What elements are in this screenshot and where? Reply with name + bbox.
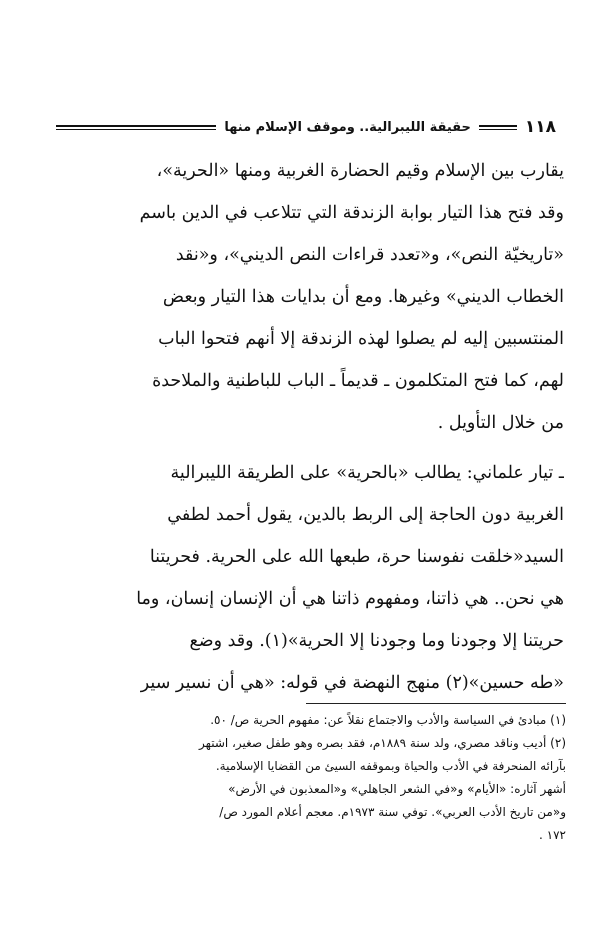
paragraph-gap (62, 444, 564, 452)
footnote-line: (٢) أديب وناقد مصري، ولد سنة ١٨٨٩م، فقد بصره وهو طفل صغير، اشتهر (199, 736, 566, 750)
text-line: هي نحن.. هي ذاتنا، ومفهوم ذاتنا هي أن الإنسان إنسان، وما (136, 589, 564, 609)
footnotes (62, 709, 566, 847)
page-header (56, 116, 556, 138)
text-line: يقارب بين الإسلام وقيم الحضارة الغربية ومنها «الحرية»، (156, 161, 564, 181)
text-line: وقد فتح هذا التيار بوابة الزندقة التي تتلاعب في الدين باسم (139, 203, 564, 223)
text-line: «تاريخيّة النص»، و«تعدد قراءات النص الديني»، و«نقد (175, 245, 564, 265)
footnote-line: بآرائه المنحرفة في الأدب والحياة وبموقفه السيئ من القضايا الإسلامية. (215, 759, 566, 773)
text-line: حريتنا إلا وجودنا وما وجودنا إلا الحرية»(١). وقد وضع (189, 631, 564, 651)
text-line: السيد«خلقت نفوسنا حرة، طبعها الله على الحرية. فحريتنا (149, 547, 564, 567)
text-line: المنتسبين إليه لم يصلوا لهذه الزندقة إلا أنهم فتحوا الباب (158, 329, 564, 349)
header-rule-long (56, 125, 216, 130)
header-rule-short (479, 125, 517, 130)
page-number: ١١٨ (524, 117, 556, 137)
text-line: من خلال التأويل . (437, 413, 564, 433)
footnote-separator (306, 703, 566, 704)
running-title: حقيقة الليبرالية.. وموقف الإسلام منها (224, 119, 471, 135)
footnote-line: أشهر آثاره: «الأيام» و«في الشعر الجاهلي» و«المعذبون في الأرض» (228, 782, 566, 796)
footnote-line: (١) مبادئ في السياسة والأدب والاجتماع نقلاً عن: مفهوم الحرية ص/ ٥٠. (210, 713, 566, 727)
main-text (62, 150, 564, 704)
footnote-line: ١٧٢ . (539, 828, 566, 842)
text-line: الغربية دون الحاجة إلى الربط بالدين، يقول أحمد لطفي (167, 505, 564, 525)
text-line: «طه حسين»(٢) منهج النهضة في قوله: «هي أن نسير سير (140, 673, 564, 693)
text-line: لهم، كما فتح المتكلمون ـ قديماً ـ الباب للباطنية والملاحدة (152, 371, 564, 391)
text-line: الخطاب الديني» وغيرها. ومع أن بدايات هذا التيار وبعض (162, 287, 564, 307)
footnote-line: و«من تاريخ الأدب العربي». توفي سنة ١٩٧٣م. معجم أعلام المورد ص/ (219, 805, 566, 819)
text-line: ـ تيار علماني: يطالب «بالحرية» على الطريقة الليبرالية (170, 463, 564, 483)
